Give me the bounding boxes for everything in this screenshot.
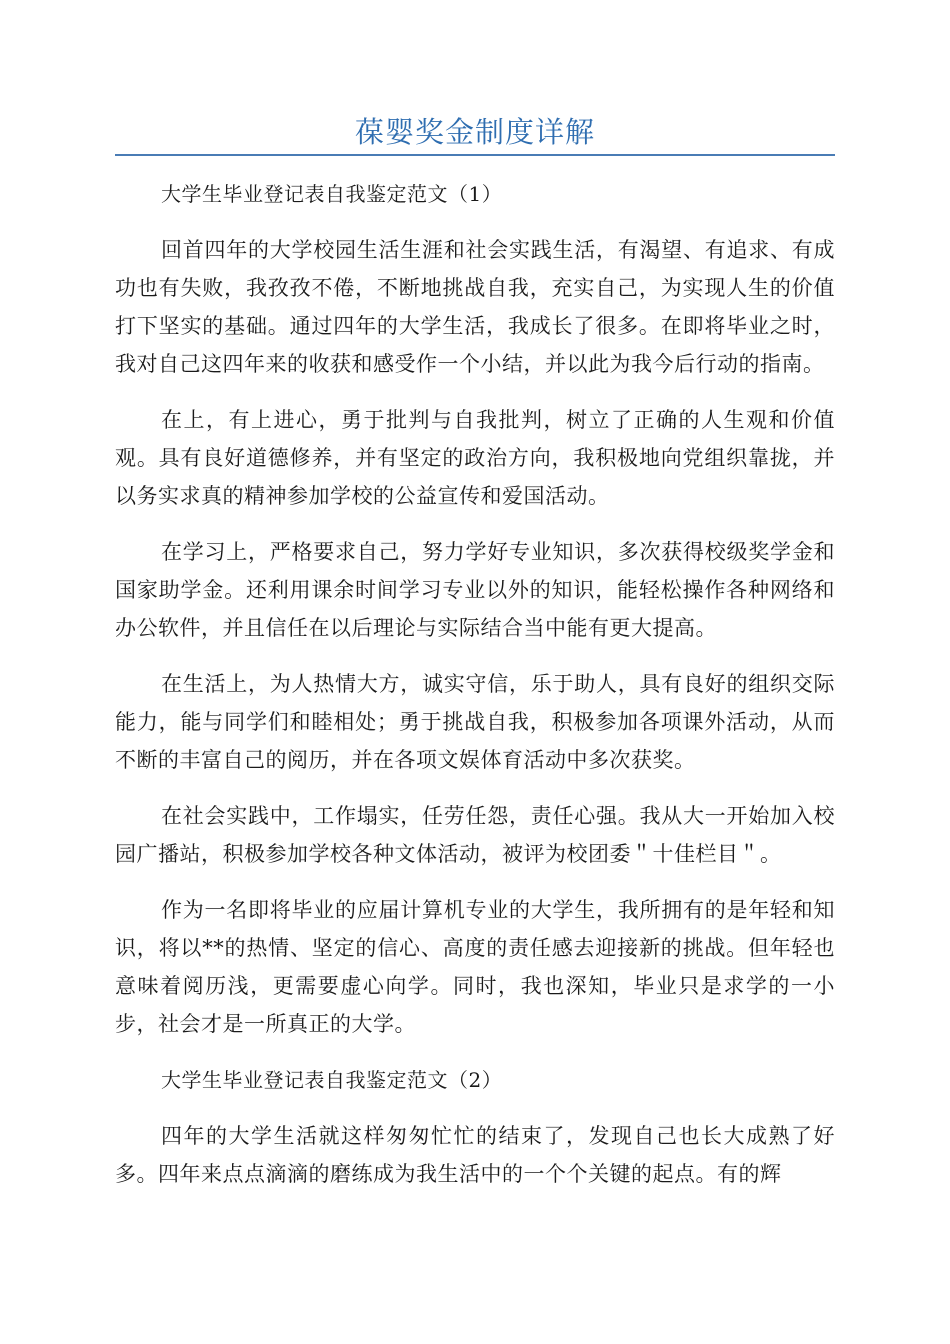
section-heading: 大学生毕业登记表自我鉴定范文（1）: [161, 182, 503, 206]
body-paragraph: 在学习上，严格要求自己，努力学好专业知识，多次获得校级奖学金和国家助学金。还利用课余时间学习专业以外的知识，能轻松操作各种网络和办公软件，并且信任在以后理论与实际结合当中能有更大提高。: [115, 540, 835, 640]
body-paragraph: 在社会实践中，工作塌实，任劳任怨，责任心强。我从大一开始加入校园广播站，积极参加学校各种文体活动，被评为校团委＂十佳栏目＂。: [115, 804, 835, 866]
body-paragraph: 四年的大学生活就这样匆匆忙忙的结束了，发现自己也长大成熟了好多。四年来点点滴滴的磨练成为我生活中的一个个关键的起点。有的辉: [115, 1124, 835, 1186]
document-body: [115, 175, 835, 1211]
body-paragraph: 在生活上，为人热情大方，诚实守信，乐于助人，具有良好的组织交际能力，能与同学们和睦相处；勇于挑战自我，积极参加各项课外活动，从而不断的丰富自己的阅历，并在各项文娱体育活动中多次获奖。: [115, 672, 835, 772]
body-paragraph: 在上，有上进心，勇于批判与自我批判，树立了正确的人生观和价值观。具有良好道德修养，并有坚定的政治方向，我积极地向党组织靠拢，并以务实求真的精神参加学校的公益宣传和爱国活动。: [115, 408, 835, 508]
section-heading: 大学生毕业登记表自我鉴定范文（2）: [161, 1068, 503, 1092]
body-paragraph: 回首四年的大学校园生活生涯和社会实践生活，有渴望、有追求、有成功也有失败，我孜孜不倦，不断地挑战自我，充实自己，为实现人生的价值打下坚实的基础。通过四年的大学生活，我成长了很多。在即将毕业之时，我对自己这四年来的收获和感受作一个小结，并以此为我今后行动的指南。: [115, 238, 835, 376]
document-title: 葆婴奖金制度详解: [354, 115, 595, 149]
title-underline: [115, 154, 835, 156]
body-paragraph: 作为一名即将毕业的应届计算机专业的大学生，我所拥有的是年轻和知识，将以**的热情、坚定的信心、高度的责任感去迎接新的挑战。但年轻也意味着阅历浅，更需要虚心向学。同时，我也深知，毕业只是求学的一小步，社会才是一所真正的大学。: [115, 898, 835, 1036]
